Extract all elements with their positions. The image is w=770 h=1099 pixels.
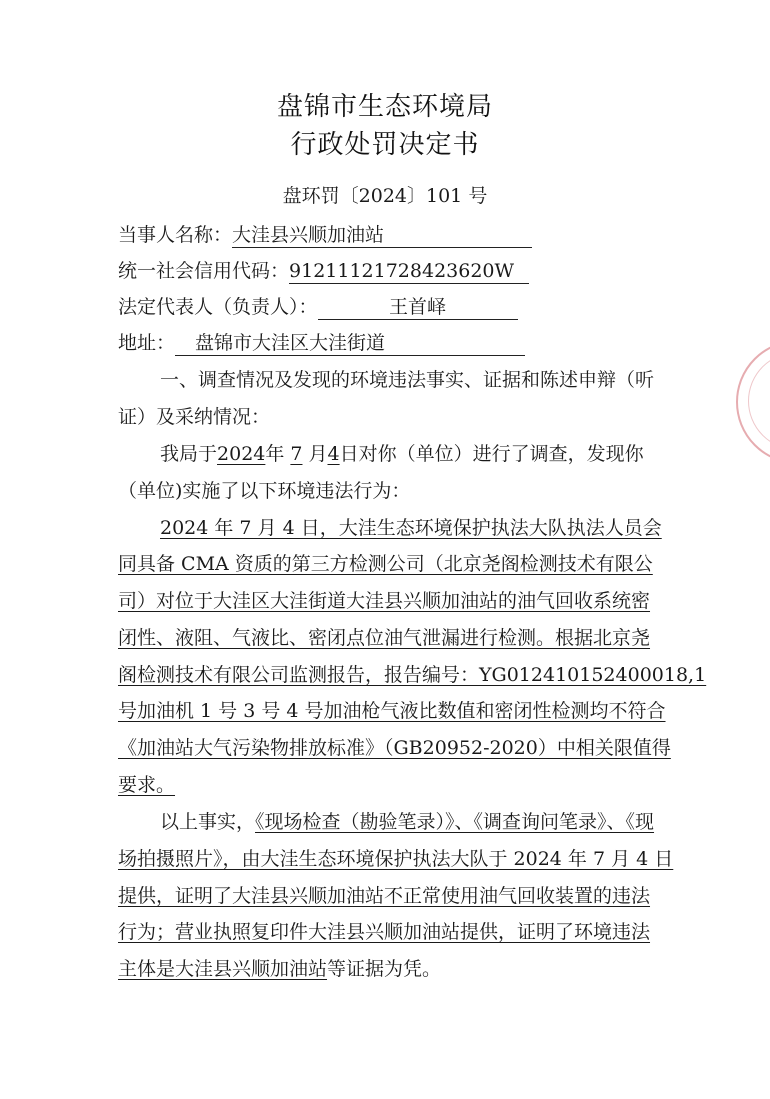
legal-rep-value: 王首峄 — [318, 295, 518, 320]
evidence-line4: 行为；营业执照复印件大洼县兴顺加油站提供，证明了环境违法 — [118, 921, 651, 943]
fact-line: 司）对位于大洼区大洼街道大洼县兴顺加油站的油气回收系统密 — [118, 590, 651, 612]
fact-line: 阁检测技术有限公司监测报告，报告编号：YG012410152400018,1 — [118, 664, 707, 686]
investigation-month: 7 — [290, 443, 303, 465]
party-name-row — [118, 221, 532, 249]
fact-line: 同具备 CMA 资质的第三方检测公司（北京尧阁检测技术有限公 — [118, 553, 653, 575]
legal-rep-row — [118, 293, 518, 321]
fact-line: 《加油站大气污染物排放标准》（GB20952-2020）中相关限值得 — [118, 737, 671, 759]
evidence-line5: 主体是大洼县兴顺加油站等证据为凭。 — [118, 958, 442, 980]
section1-heading-line1: 一、调查情况及发现的环境违法事实、证据和陈述申辩（听 — [160, 369, 655, 391]
investigation-line2: （单位)实施了以下环境违法行为： — [118, 480, 411, 502]
document-title: 行政处罚决定书 — [290, 130, 480, 160]
address-label: 地址： — [118, 332, 176, 354]
investigation-line1: 我局于2024年 7 月4日对你（单位）进行了调查，发现你 — [160, 443, 644, 465]
legal-rep-label: 法定代表人（负责人）： — [118, 296, 318, 318]
credit-code-value: 91211121728423620W — [289, 259, 529, 284]
credit-code-label: 统一社会信用代码： — [118, 260, 290, 282]
evidence-line2: 场拍摄照片》，由大洼生态环境保护执法大队于 2024 年 7 月 4 日 — [118, 848, 674, 870]
investigation-year: 2024 — [217, 443, 266, 465]
agency-title: 盘锦市生态环境局 — [276, 92, 493, 122]
party-name-label: 当事人名称： — [118, 224, 233, 246]
fact-line: 号加油机 1 号 3 号 4 号加油枪气液比数值和密闭性检测均不符合 — [118, 700, 666, 722]
evidence-line1: 以上事实，《现场检查（勘验笔录）》、《调查询问笔录》、《现 — [160, 811, 655, 833]
evidence-line3: 提供，证明了大洼县兴顺加油站不正常使用油气回收装置的违法 — [118, 885, 651, 907]
party-name-value: 大洼县兴顺加油站 — [232, 223, 532, 248]
section1-heading-line2: 证）及采纳情况： — [118, 406, 271, 428]
address-value: 盘锦市大洼区大洼街道 — [175, 331, 525, 356]
document-number: 盘环罚〔2024〕101 号 — [282, 185, 488, 207]
address-row — [118, 329, 525, 357]
fact-line: 要求。 — [118, 774, 176, 796]
fact-line: 闭性、液阻、气液比、密闭点位油气泄漏进行检测。根据北京尧 — [118, 627, 651, 649]
fact-line: 2024 年 7 月 4 日，大洼生态环境保护执法大队执法人员会 — [160, 517, 662, 539]
credit-code-row — [118, 257, 529, 285]
investigation-day: 4 — [327, 443, 340, 465]
